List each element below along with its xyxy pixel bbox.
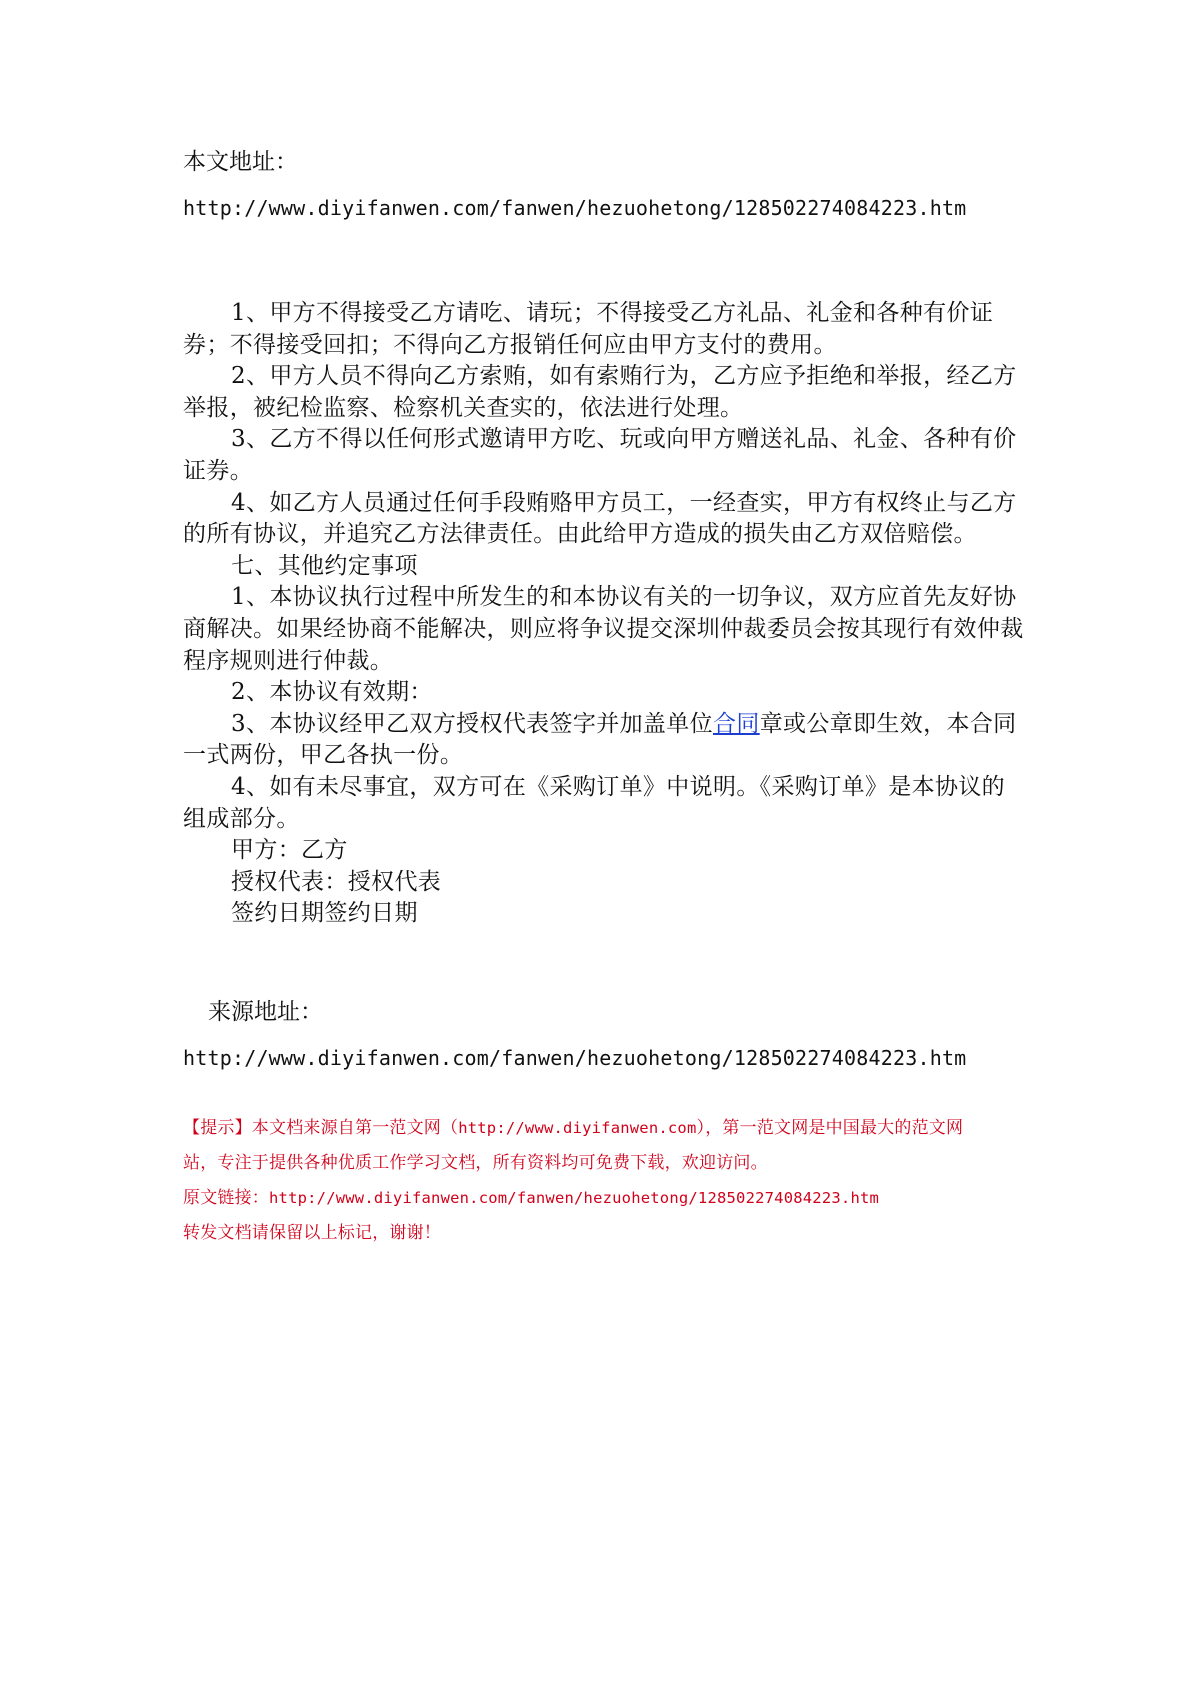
clause-3: 3、乙方不得以任何形式邀请甲方吃、玩或向甲方赠送礼品、礼金、各种有价证券。 xyxy=(183,426,1017,484)
tip-line-3-prefix: 原文链接： xyxy=(183,1188,269,1208)
tip-line-1-prefix: 【提示】本文档来源自第一范文网（ xyxy=(183,1118,459,1138)
tip-site-url: http://www.diyifanwen.com xyxy=(458,1119,697,1137)
section-heading: 七、其他约定事项 xyxy=(231,552,418,579)
signature-representatives: 授权代表：授权代表 xyxy=(231,868,442,895)
clause-4: 4、如乙方人员通过任何手段贿赂甲方员工，一经查实，甲方有权终止与乙方的所有协议，并追究乙方法律责任。由此给甲方造成的损失由乙方双倍赔偿。 xyxy=(183,489,1017,548)
signature-parties: 甲方：乙方 xyxy=(231,837,348,864)
other-clause-4: 4、如有未尽事宜，双方可在《采购订单》中说明。《采购订单》是本协议的组成部分。 xyxy=(183,773,1006,832)
other-clause-1: 1、本协议执行过程中所发生的和本协议有关的一切争议，双方应首先友好协商解决。如果经协商不能解决，则应将争议提交深圳仲裁委员会按其现行有效仲裁程序规则进行仲裁。 xyxy=(183,584,1024,674)
document-body xyxy=(183,298,1028,930)
address-url: http://www.diyifanwen.com/fanwen/hezuohetong/128502274084223.htm xyxy=(183,196,967,220)
source-label: 来源地址： xyxy=(208,999,323,1025)
tip-line-1-suffix: ），第一范文网是中国最大的范文网 xyxy=(696,1118,964,1138)
address-label: 本文地址： xyxy=(183,149,298,175)
other-clause-2: 2、本协议有效期： xyxy=(231,679,433,706)
tip-box xyxy=(183,1111,1028,1251)
other-clause-3-text-a: 3、本协议经甲乙双方授权代表签字并加盖单位 xyxy=(231,710,713,737)
signature-dates: 签约日期签约日期 xyxy=(231,900,418,927)
source-url: http://www.diyifanwen.com/fanwen/hezuohetong/128502274084223.htm xyxy=(183,1046,967,1070)
contract-link[interactable]: 合同 xyxy=(712,710,760,737)
tip-line-3 xyxy=(183,1181,1028,1216)
tip-original-url: http://www.diyifanwen.com/fanwen/hezuohetong/128502274084223.htm xyxy=(269,1189,880,1207)
tip-line-1 xyxy=(183,1111,1028,1146)
other-clause-3 xyxy=(183,709,1028,772)
other-clause-3-text-b: 章或公章即生效，本合同一式两份，甲乙各执一份。 xyxy=(183,710,1017,769)
tip-line-4: 转发文档请保留以上标记，谢谢！ xyxy=(183,1223,441,1243)
tip-line-2: 站，专注于提供各种优质工作学习文档，所有资料均可免费下载，欢迎访问。 xyxy=(183,1153,768,1173)
clause-2: 2、甲方人员不得向乙方索贿，如有索贿行为，乙方应予拒绝和举报，经乙方举报，被纪检监察、检察机关查实的，依法进行处理。 xyxy=(183,363,1017,421)
clause-1: 1、甲方不得接受乙方请吃、请玩；不得接受乙方礼品、礼金和各种有价证券；不得接受回扣；不得向乙方报销任何应由甲方支付的费用。 xyxy=(183,300,994,358)
